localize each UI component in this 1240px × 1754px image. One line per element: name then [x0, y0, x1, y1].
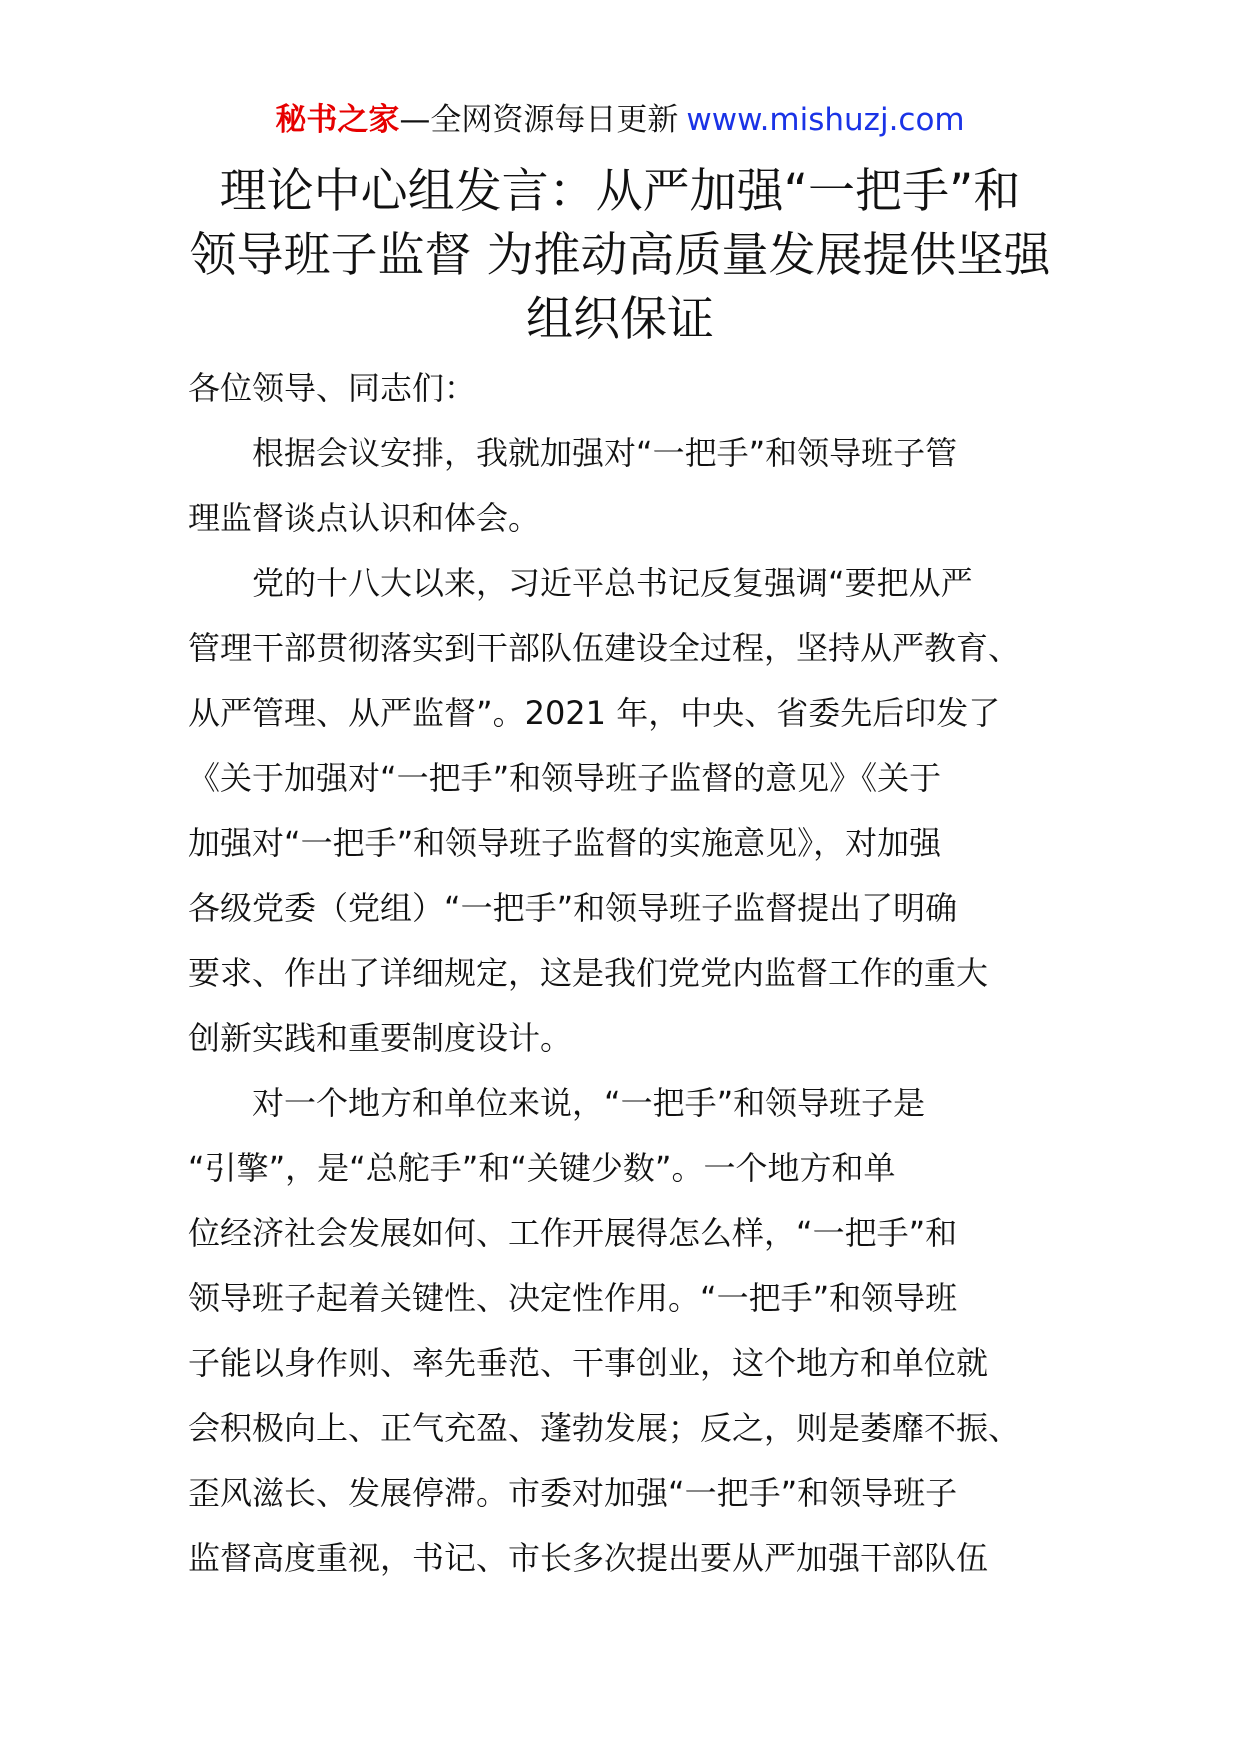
document-title [180, 160, 1060, 352]
paragraph-line: 管理干部贯彻落实到干部队伍建设全过程，坚持从严教育、 [188, 629, 1021, 667]
document-body [188, 356, 1060, 1591]
paragraph-line: 《关于加强对“一把手”和领导班子监督的意见》《关于 [188, 759, 942, 797]
paragraph-line: 从严管理、从严监督”。2021 年，中央、省委先后印发了 [188, 694, 1001, 732]
paragraph-line: 党的十八大以来，习近平总书记反复强调“要把从严 [252, 564, 973, 602]
paragraph-line: 子能以身作则、率先垂范、干事创业，这个地方和单位就 [188, 1344, 989, 1382]
title-line: 领导班子监督 为推动高质量发展提供坚强 [189, 228, 1051, 283]
paragraph-line: 领导班子起着关键性、决定性作用。“一把手”和领导班 [188, 1279, 958, 1317]
paragraph-line: 加强对“一把手”和领导班子监督的实施意见》，对加强 [188, 824, 942, 862]
paragraph-line: 对一个地方和单位来说，“一把手”和领导班子是 [252, 1084, 926, 1122]
greeting-line: 各位领导、同志们： [188, 369, 477, 407]
paragraph-line: 歪风滋长、发展停滞。市委对加强“一把手”和领导班子 [188, 1474, 958, 1512]
paragraph-3 [188, 1071, 1060, 1591]
paragraph-line: 理监督谈点认识和体会。 [188, 499, 541, 537]
paragraph-2 [188, 551, 1060, 1071]
site-url-link[interactable]: www.mishuzj.com [686, 102, 965, 138]
title-line: 理论中心组发言：从严加强“一把手”和 [219, 164, 1021, 219]
paragraph-line: 位经济社会发展如何、工作开展得怎么样，“一把手”和 [188, 1214, 958, 1252]
site-brand: 秘书之家 [275, 102, 400, 138]
greeting [188, 356, 1060, 421]
site-header [0, 98, 1240, 142]
title-line: 组织保证 [526, 292, 714, 347]
paragraph-line: 各级党委（党组）“一把手”和领导班子监督提出了明确 [188, 889, 958, 927]
paragraph-line: 会积极向上、正气充盈、蓬勃发展；反之，则是萎靡不振、 [188, 1409, 1021, 1447]
paragraph-line: 要求、作出了详细规定，这是我们党党内监督工作的重大 [188, 954, 989, 992]
paragraph-line: 根据会议安排，我就加强对“一把手”和领导班子管 [252, 434, 958, 472]
paragraph-line: 创新实践和重要制度设计。 [188, 1019, 573, 1057]
site-tagline: —全网资源每日更新 [399, 102, 679, 138]
paragraph-line: “引擎”，是“总舵手”和“关键少数”。一个地方和单 [188, 1149, 896, 1187]
paragraph-1 [188, 421, 1060, 551]
paragraph-line: 监督高度重视，书记、市长多次提出要从严加强干部队伍 [188, 1539, 989, 1577]
